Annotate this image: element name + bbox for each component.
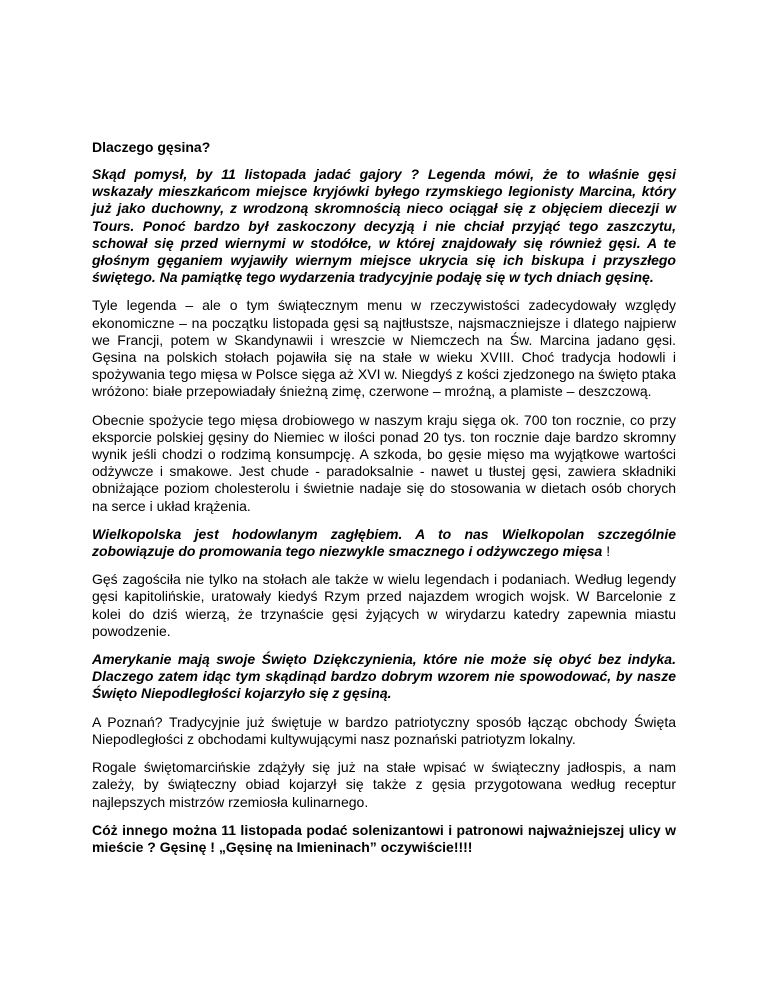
- paragraph-poznan: A Poznań? Tradycyjnie już świętuje w bardzo patriotyczny sposób łącząc obchody Święta Niepodległości z obchodami kultywującymi nasz poznański patriotyzm lokalny.: [92, 713, 676, 747]
- paragraph-legend: Skąd pomysł, by 11 listopada jadać gajory ? Legenda mówi, że to właśnie gęsi wskazały mieszkańcom miejsce kryjówki byłego rzymskiego legionisty Marcina, który już jako duchowny, z wrodzoną skromnością nieco ociągał się z objęciem diecezji w Tours. Ponoć bardzo był zaskoczony decyzją i nie chciał przyjąć tego zaszczytu, schował się przed wiernymi w stodółce, w której znajdowały się również gęsi. A te głośnym gęganiem wyjawiły wiernym miejsce ukrycia się ich biskupa i przyszłego świętego. Na pamiątkę tego wydarzenia tradycyjnie podaję się w tych dniach gęsinę.: [92, 166, 676, 286]
- paragraph-consumption: Obecnie spożycie tego mięsa drobiowego w naszym kraju sięga ok. 700 ton rocznie, co przy eksporcie polskiej gęsiny do Niemiec w ilości ponad 20 tys. ton rocznie daje bardzo skromny wynik jeśli chodzi o rodzimą konsumpcję. A szkoda, bo gęsie mięso ma wyjątkowe wartości odżywcze i smakowe. Jest chude - paradoksalnie - nawet u tłustej gęsi, zawiera składniki obniżające poziom cholesterolu i świetnie nadaje się do stosowania w dietach osób chorych na serce i układ krążenia.: [92, 411, 676, 514]
- document-heading: Dlaczego gęsina?: [92, 139, 211, 155]
- document-body: [92, 138, 676, 867]
- paragraph-rogale: Rogale świętomarcińskie zdążyły się już na stałe wpisać w świąteczny jadłospis, a nam zależy, by świąteczny obiad kojarzył się także z gęsia przygotowana według receptur najlepszych mistrzów rzemiosła kulinarnego.: [92, 759, 676, 810]
- wielkopolska-tail: !: [602, 543, 611, 560]
- paragraph-economics: Tyle legenda – ale o tym świątecznym menu w rzeczywistości zadecydowały względy ekonomiczne – na początku listopada gęsi są najtłustsze, najsmaczniejsze i dlatego najpierw we Francji, potem w Skandynawii i wreszcie w Niemczech na Św. Marcina jadano gęsi. Gęsina na polskich stołach pojawiła się na stałe w wieku XVIII. Choć tradycja hodowli i spożywania tego mięsa w Polsce sięga aż XVI w. Niegdyś z kości zjedzonego na święto ptaka wróżono: białe przepowiadały śnieżną zimę, czerwone – mroźną, a plamiste – deszczową.: [92, 297, 676, 400]
- paragraph-legends: Gęś zagościła nie tylko na stołach ale także w wielu legendach i podaniach. Według legendy gęsi kapitolińskie, uratowały kiedyś Rzym przed najazdem wrogich wojsk. W Barcelonie z kolei do dziś wierzą, że trzynaście gęsi żyjących w wirydarzu katedry zapewnia miastu powodzenie.: [92, 571, 676, 639]
- paragraph-wielkopolska: [92, 526, 676, 560]
- paragraph-closing: Cóż innego można 11 listopada podać solenizantowi i patronowi najważniejszej ulicy w mieście ? Gęsinę ! „Gęsinę na Imieninach” oczywiście!!!!: [92, 821, 676, 855]
- paragraph-thanksgiving: Amerykanie mają swoje Święto Dziękczynienia, które nie może się obyć bez indyka. Dlaczego zatem idąc tym skądinąd bardzo dobrym wzorem nie spowodować, by nasze Święto Niepodległości kojarzyło się z gęsiną.: [92, 651, 676, 702]
- wielkopolska-emphasis: Wielkopolska jest hodowlanym zagłębiem. A to nas Wielkopolan szczególnie zobowiązuje do promowania tego niezwykle smacznego i odżywczego mięsa: [92, 525, 676, 560]
